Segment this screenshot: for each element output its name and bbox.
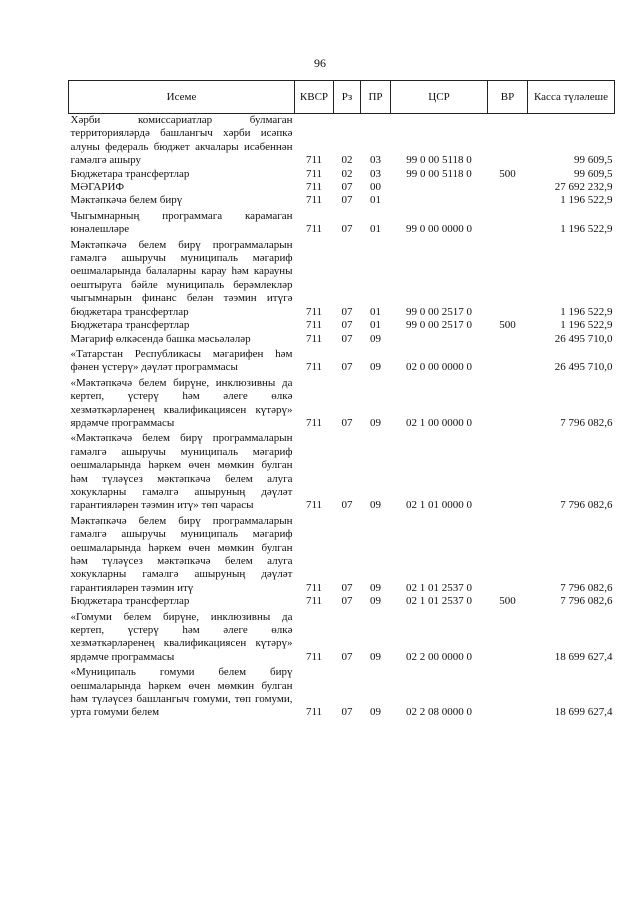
row-name: «Мәктәпкәчә белем бирүне, инклюзивны да кертеп, үстерү һәм әлеге өлкә хезмәткәрләренең квалификациясен күтәрү» ярдәмче программасы — [70, 376, 293, 429]
row-amount: 1 196 522,9 — [560, 319, 613, 332]
row-kvsr: 711 — [305, 706, 323, 719]
table-row — [69, 319, 615, 332]
row-amount: 18 699 627,4 — [554, 706, 613, 719]
row-vr — [488, 194, 528, 207]
page-number: 96 — [314, 56, 326, 70]
row-vr — [488, 237, 528, 319]
row-rz: 07 — [341, 181, 353, 194]
row-pr: 01 — [370, 194, 381, 207]
row-csr: 02 1 01 2537 0 — [406, 595, 472, 608]
row-vr: 500 — [499, 167, 516, 180]
row-amount: 26 495 710,0 — [554, 361, 613, 374]
header-name: Исеме — [69, 81, 295, 114]
row-rz: 02 — [341, 154, 353, 167]
header-vr: ВР — [488, 81, 528, 114]
row-name: «Татарстан Республикасы мәгарифен һәм фәнен үстерү» дәүләт программасы — [70, 347, 293, 374]
row-rz: 07 — [341, 319, 353, 332]
row-vr — [488, 208, 528, 237]
table-row — [69, 333, 615, 346]
row-kvsr: 711 — [305, 194, 323, 207]
row-rz: 07 — [341, 499, 353, 512]
row-vr — [488, 333, 528, 346]
row-pr: 09 — [370, 706, 381, 719]
row-csr — [391, 181, 488, 194]
row-rz: 07 — [341, 361, 353, 374]
row-csr: 02 2 08 0000 0 — [406, 706, 472, 719]
row-rz: 07 — [341, 595, 353, 608]
table-row — [69, 168, 615, 181]
row-name: Мәгариф өлкәсендә башка мәсьәләләр — [70, 332, 251, 345]
table-row — [69, 375, 615, 431]
row-amount: 7 796 082,6 — [560, 416, 613, 429]
row-csr: 02 1 01 0000 0 — [406, 499, 472, 512]
row-csr: 02 0 00 0000 0 — [406, 361, 472, 374]
row-pr: 03 — [370, 154, 381, 167]
table-row — [69, 346, 615, 375]
table-row — [69, 194, 615, 207]
row-csr: 99 0 00 0000 0 — [406, 223, 472, 236]
header-rz: Рз — [334, 81, 361, 114]
row-kvsr: 711 — [305, 581, 323, 594]
row-rz: 07 — [341, 650, 353, 663]
row-amount: 7 796 082,6 — [560, 581, 613, 594]
table-row — [69, 664, 615, 720]
row-kvsr: 711 — [305, 154, 323, 167]
row-name: Бюджетара трансфертлар — [70, 167, 190, 180]
row-pr: 03 — [370, 167, 381, 180]
row-kvsr: 711 — [305, 305, 323, 318]
table-row — [69, 114, 615, 168]
table-row — [69, 595, 615, 608]
row-csr — [391, 333, 488, 346]
row-amount: 7 796 082,6 — [560, 595, 613, 608]
row-name: Мәктәпкәчә белем бирү программаларын гамәлгә ашыручы муниципаль мәгариф оешмаларында балаларны карау һәм карауны оештыруга бәйле муниципаль берәмлекләр чыгымнарын финанс белән тәэмин итүгә бюджетара трансфертлар — [70, 238, 293, 318]
row-name: Мәктәпкәчә белем бирү программаларын гамәлгә ашыручы муниципаль мәгариф оешмаларында һәркем өчен мөмкин булган һәм түләүсез мәктәпкәчә белем алуга хокукларны гамәлгә ашыруның дәүләт гарантияләрен тәэмин итү — [70, 514, 293, 594]
row-name: Хәрби комиссариатлар булмаган территорияләрдә башлангыч хәрби исәпкә алуны федераль бюджет акчалары исәбеннән гамәлгә ашыру — [70, 114, 293, 167]
row-amount: 26 495 710,0 — [554, 332, 613, 345]
row-kvsr: 711 — [305, 319, 323, 332]
header-pr: ПР — [361, 81, 391, 114]
row-pr: 09 — [370, 650, 381, 663]
row-amount: 99 609,5 — [574, 154, 613, 167]
row-pr: 01 — [370, 223, 381, 236]
table-header-row — [69, 81, 615, 114]
row-vr — [488, 664, 528, 720]
row-vr — [488, 430, 528, 512]
row-csr: 99 0 00 2517 0 — [406, 319, 472, 332]
row-pr: 01 — [370, 305, 381, 318]
row-vr — [488, 114, 528, 168]
row-pr: 09 — [370, 581, 381, 594]
row-pr: 09 — [370, 499, 381, 512]
row-csr: 99 0 00 5118 0 — [406, 154, 472, 167]
row-rz: 07 — [341, 706, 353, 719]
row-kvsr: 711 — [305, 595, 323, 608]
header-amount: Касса түләлеше — [528, 81, 615, 114]
row-pr: 09 — [370, 595, 381, 608]
row-amount: 1 196 522,9 — [560, 305, 613, 318]
row-vr: 500 — [499, 595, 516, 608]
header-csr: ЦСР — [391, 81, 488, 114]
row-pr: 09 — [370, 361, 381, 374]
row-kvsr: 711 — [305, 416, 323, 429]
row-csr: 99 0 00 2517 0 — [406, 305, 472, 318]
row-name: Мәктәпкәчә белем бирү — [70, 194, 183, 207]
row-vr: 500 — [499, 319, 516, 332]
row-name: Бюджетара трансфертлар — [70, 319, 190, 332]
row-rz: 07 — [341, 305, 353, 318]
row-csr: 02 1 01 2537 0 — [406, 581, 472, 594]
table-row — [69, 513, 615, 595]
row-amount: 99 609,5 — [574, 167, 613, 180]
row-amount: 1 196 522,9 — [560, 194, 613, 207]
row-csr — [391, 194, 488, 207]
row-vr — [488, 181, 528, 194]
row-vr — [488, 346, 528, 375]
row-rz: 02 — [341, 167, 353, 180]
table-row — [69, 208, 615, 237]
row-vr — [488, 609, 528, 665]
row-csr: 99 0 00 5118 0 — [406, 167, 472, 180]
row-name: Чыгымнарның программага карамаган юнәлешләре — [70, 209, 293, 236]
row-name: «Мәктәпкәчә белем бирү программаларын гамәлгә ашыручы муниципаль мәгариф оешмаларында һәркем өчен мөмкин булган һәм түләүсез мәктәпкәчә белем алуга хокукларны гамәлгә ашыруның дәүләт гарантияләрен тәэмин итү» төп чарасы — [70, 432, 293, 512]
row-rz: 07 — [341, 223, 353, 236]
header-kvsr: КВСР — [295, 81, 334, 114]
row-kvsr: 711 — [305, 361, 323, 374]
row-pr: 09 — [370, 416, 381, 429]
table-row — [69, 430, 615, 512]
row-pr: 01 — [370, 319, 381, 332]
row-rz: 07 — [341, 332, 353, 345]
row-kvsr: 711 — [305, 181, 323, 194]
row-kvsr: 711 — [305, 223, 323, 236]
row-pr: 00 — [370, 181, 381, 194]
row-name: «Гомуми белем бирүне, инклюзивны да кертеп, үстерү һәм әлеге өлкә хезмәткәрләренең квалификациясен күтәрү» ярдәмче программасы — [70, 610, 293, 663]
row-csr: 02 1 00 0000 0 — [406, 416, 472, 429]
row-vr — [488, 375, 528, 431]
row-rz: 07 — [341, 416, 353, 429]
budget-table — [68, 80, 615, 720]
row-amount: 7 796 082,6 — [560, 499, 613, 512]
table-row — [69, 609, 615, 665]
row-rz: 07 — [341, 194, 353, 207]
row-rz: 07 — [341, 581, 353, 594]
row-kvsr: 711 — [305, 499, 323, 512]
row-kvsr: 711 — [305, 650, 323, 663]
row-vr — [488, 513, 528, 595]
row-name: МӘГАРИФ — [70, 181, 125, 194]
row-amount: 27 692 232,9 — [554, 181, 613, 194]
row-csr: 02 2 00 0000 0 — [406, 650, 472, 663]
row-amount: 1 196 522,9 — [560, 223, 613, 236]
row-kvsr: 711 — [305, 332, 323, 345]
table-row — [69, 181, 615, 194]
row-name: Бюджетара трансфертлар — [70, 595, 190, 608]
row-pr: 09 — [370, 332, 381, 345]
row-amount: 18 699 627,4 — [554, 650, 613, 663]
table-row — [69, 237, 615, 319]
row-kvsr: 711 — [305, 167, 323, 180]
row-name: «Муниципаль гомуми белем бирү оешмаларында һәркем өчен мөмкин булган һәм түләүсез башлангыч гомуми, төп гомуми, урта гомуми белем — [70, 666, 293, 719]
